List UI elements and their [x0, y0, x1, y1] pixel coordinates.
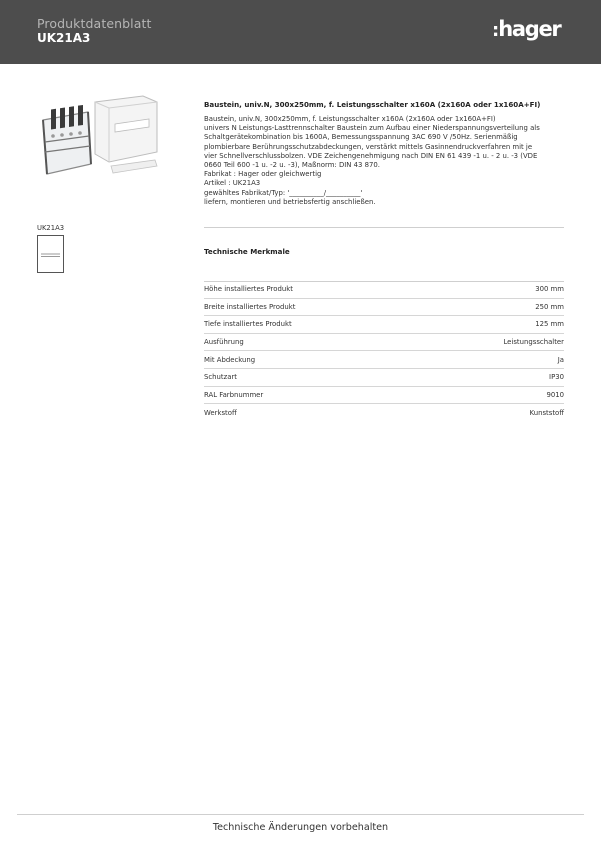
section-divider — [204, 227, 564, 228]
spec-row — [204, 404, 564, 422]
spec-value: Kunststoff — [529, 408, 564, 417]
spec-label: Mit Abdeckung — [204, 355, 256, 364]
description-line: gewähltes Fabrikat/Typ: '__________/__________' — [204, 188, 363, 197]
thumbnail-label: UK21A3 — [37, 224, 65, 232]
spec-value: IP30 — [549, 373, 564, 382]
document-type: Produktdatenblatt — [37, 16, 152, 31]
spec-row — [204, 369, 564, 387]
spec-row — [204, 316, 564, 334]
spec-label: Werkstoff — [204, 408, 237, 417]
spec-value: 250 mm — [535, 302, 564, 311]
spec-row — [204, 281, 564, 299]
description-line: plombierbare Berührungsschutzabdeckungen, verstärkt mittels Gasinnendruckverfahren mit je — [204, 142, 533, 151]
specs-title: Technische Merkmale — [204, 247, 290, 256]
description-line: liefern, montieren und betriebsfertig anschließen. — [204, 197, 376, 206]
description-line: Schaltgerätekombination bis 1600A, Bemessungsspannung 3AC 690 V /50Hz. Serienmäßig — [204, 133, 518, 142]
description-line: 0660 Teil 600 -1 u. -2 u. -3), Maßnorm: DIN 43 870. — [204, 161, 380, 170]
article-number: UK21A3 — [37, 31, 91, 45]
mounting-frame — [43, 112, 91, 174]
spec-value: 300 mm — [535, 285, 564, 294]
blank-strip — [111, 160, 157, 173]
dimension-thumbnail — [37, 235, 64, 273]
product-title: Baustein, univ.N, 300x250mm, f. Leistungsschalter x160A (2x160A oder 1x160A+FI) — [204, 100, 541, 109]
spec-value: Ja — [557, 355, 564, 364]
spec-value: Leistungsschalter — [503, 338, 564, 347]
spec-label: Breite installiertes Produkt — [204, 302, 296, 311]
spec-label: RAL Farbnummer — [204, 390, 264, 399]
description-body — [204, 115, 569, 207]
spec-row — [204, 299, 564, 317]
spec-label: Ausführung — [204, 338, 244, 347]
description-line: Artikel : UK21A3 — [204, 179, 261, 188]
description-line: vier Schnellverschlussbolzen. VDE Zeichengenehmigung nach DIN EN 61 439 -1 u. - 2 u. -3 (VDE — [204, 151, 538, 160]
cover-plate — [95, 96, 157, 162]
spec-value: 9010 — [546, 390, 564, 399]
page-header — [0, 0, 601, 64]
spec-row — [204, 351, 564, 369]
specs-table — [204, 281, 564, 422]
logo-wordmark: hager — [498, 17, 561, 41]
description-line: Fabrikat : Hager oder gleichwertig — [204, 170, 322, 179]
spec-label: Schutzart — [204, 373, 237, 382]
footer-divider — [17, 814, 584, 815]
spec-label: Tiefe installiertes Produkt — [204, 320, 292, 329]
hager-logo — [492, 17, 560, 41]
description-line: Baustein, univ.N, 300x250mm, f. Leistungsschalter x160A (2x160A oder 1x160A+FI) — [204, 115, 496, 123]
spec-row — [204, 334, 564, 352]
footer-note: Technische Änderungen vorbehalten — [212, 822, 389, 833]
logo-dots: : — [492, 20, 499, 41]
spec-value: 125 mm — [535, 320, 564, 329]
description-line: univers N Leistungs-Lasttrennschalter Baustein zum Aufbau einer Niederspannungsverteilung als — [204, 124, 540, 133]
thumbnail-drawing — [38, 236, 63, 272]
spec-row — [204, 387, 564, 405]
spec-label: Höhe installiertes Produkt — [204, 285, 293, 294]
product-description — [204, 100, 569, 207]
product-image — [33, 92, 163, 184]
